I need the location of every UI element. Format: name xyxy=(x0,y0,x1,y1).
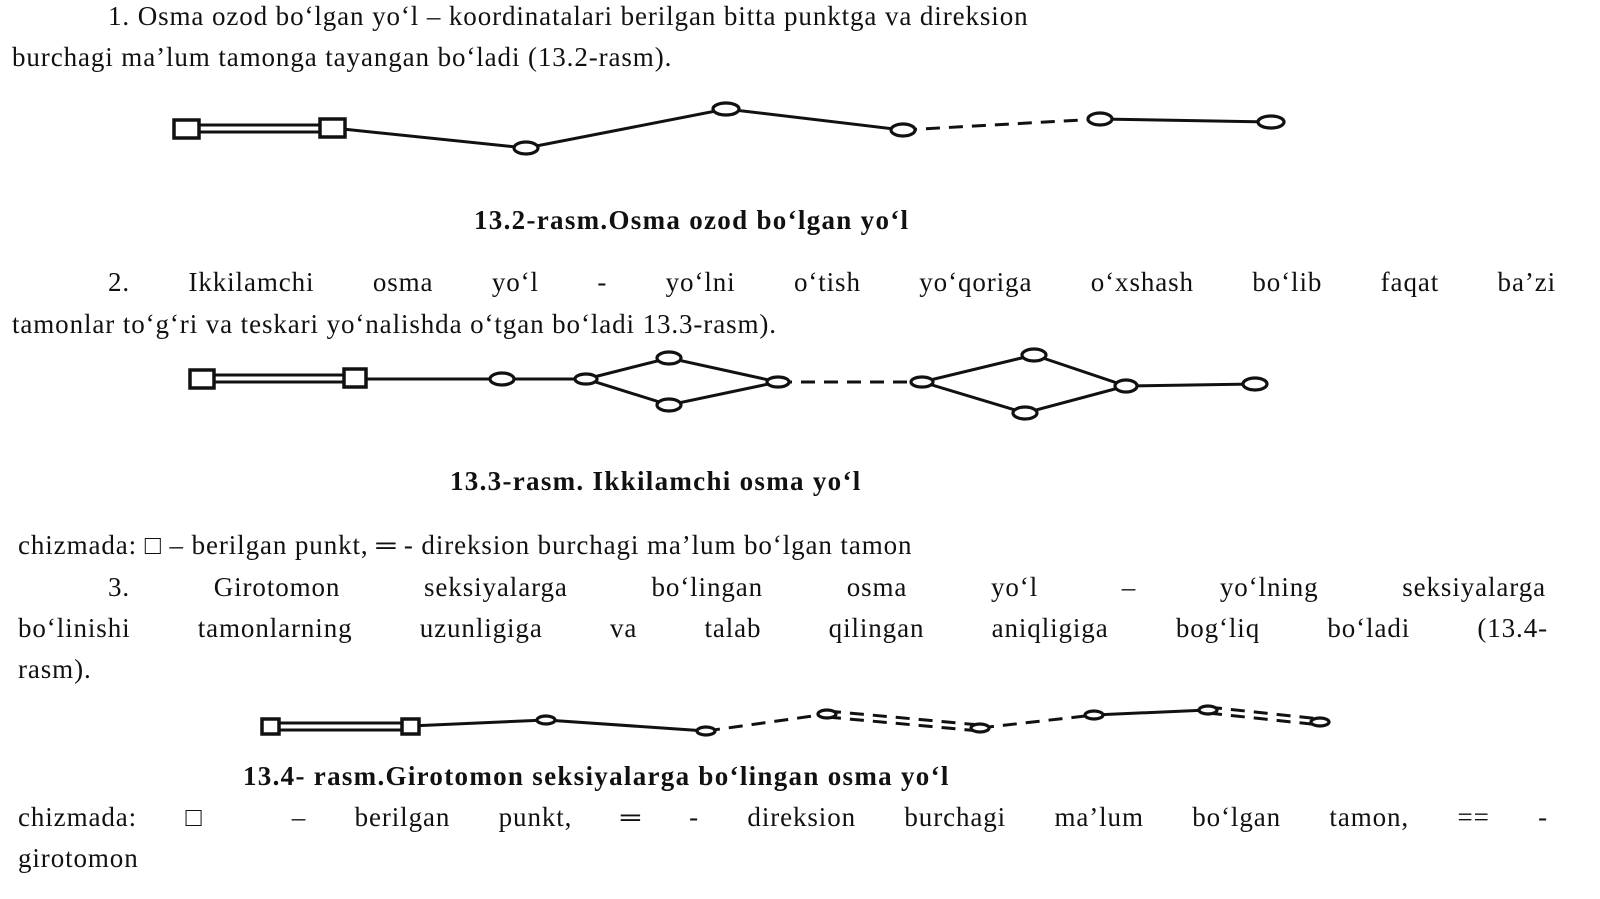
traverse-point xyxy=(1088,113,1112,125)
figure-13-3 xyxy=(0,345,1600,425)
figure-13-4-caption: 13.4- rasm.Girotomon seksiyalarga bo‘lingan osma yo‘l xyxy=(243,761,950,791)
p2-line2: tamonlar to‘g‘ri va teskari yo‘nalishda o‘tgan bo‘ladi 13.3-rasm). xyxy=(12,309,777,339)
traverse-solid-line xyxy=(1094,710,1208,715)
p2-line1: 2. Ikkilamchi osma yo‘l - yo‘lni o‘tish yo‘qoriga o‘xshash bo‘lib faqat ba’zi xyxy=(108,267,1556,297)
traverse-solid-end-line xyxy=(1126,384,1255,386)
given-point-marker xyxy=(262,719,279,734)
traverse-solid-end-line xyxy=(1100,119,1271,122)
traverse-point xyxy=(575,374,597,384)
traverse-point xyxy=(1199,706,1217,714)
p1-line1: 1. Osma ozod bo‘lgan yo‘l – koordinatalari berilgan bitta punktga va direksion xyxy=(108,1,1029,31)
traverse-point xyxy=(537,716,555,724)
given-point-marker xyxy=(174,120,199,138)
figure-13-2 xyxy=(0,95,1600,165)
gyro-side-line-top xyxy=(1208,707,1320,719)
traverse-point xyxy=(891,124,915,136)
traverse-point xyxy=(1243,378,1267,390)
traverse-point xyxy=(818,710,836,718)
traverse-dashed-line xyxy=(980,715,1094,728)
traverse-dashed-line xyxy=(706,714,827,731)
given-point-marker xyxy=(320,119,345,137)
figure-13-4 xyxy=(0,700,1600,750)
traverse-solid-line xyxy=(333,109,903,148)
traverse-solid-line xyxy=(410,720,706,731)
traverse-point xyxy=(657,399,681,411)
traverse-point xyxy=(971,724,989,732)
p3-line1: 3. Girotomon seksiyalarga bo‘lingan osma yo‘l – yo‘lning seksiyalarga xyxy=(108,572,1546,602)
traverse-point xyxy=(490,373,514,385)
traverse-point xyxy=(713,103,739,115)
traverse-point xyxy=(657,352,681,364)
traverse-point xyxy=(767,377,789,387)
gyro-side-line-bottom xyxy=(1208,713,1320,725)
given-point-marker xyxy=(190,370,214,388)
p3-line2: bo‘linishi tamonlarning uzunligiga va talab qilingan aniqligiga bog‘liq bo‘ladi (13.4- xyxy=(18,613,1548,643)
figure-13-2-caption: 13.2-rasm.Osma ozod bo‘lgan yo‘l xyxy=(474,205,910,235)
given-point-marker xyxy=(344,369,366,387)
traverse-point xyxy=(1311,718,1329,726)
loop-1-top xyxy=(586,358,778,382)
legend-line-3: girotomon xyxy=(18,843,139,873)
p3-line3: rasm). xyxy=(18,654,92,684)
traverse-point xyxy=(697,727,715,735)
traverse-dashed-line xyxy=(903,119,1100,130)
traverse-point xyxy=(1022,349,1046,361)
given-point-marker xyxy=(402,719,419,734)
traverse-point xyxy=(1258,116,1284,128)
legend-line-1: chizmada: □ – berilgan punkt, ═ - direksion burchagi ma’lum bo‘lgan tamon xyxy=(18,530,913,560)
legend-line-2: chizmada: □ – berilgan punkt, ═ - direksion burchagi ma’lum bo‘lgan tamon, == - xyxy=(18,802,1548,832)
traverse-point xyxy=(911,377,933,387)
loop-1-bottom xyxy=(586,379,778,405)
traverse-point xyxy=(1013,407,1037,419)
traverse-point xyxy=(1115,380,1137,392)
p1-line2: burchagi ma’lum tamonga tayangan bo‘ladi (13.2-rasm). xyxy=(12,42,673,72)
traverse-point xyxy=(514,142,538,154)
traverse-point xyxy=(1085,711,1103,719)
figure-13-3-caption: 13.3-rasm. Ikkilamchi osma yo‘l xyxy=(450,466,862,496)
